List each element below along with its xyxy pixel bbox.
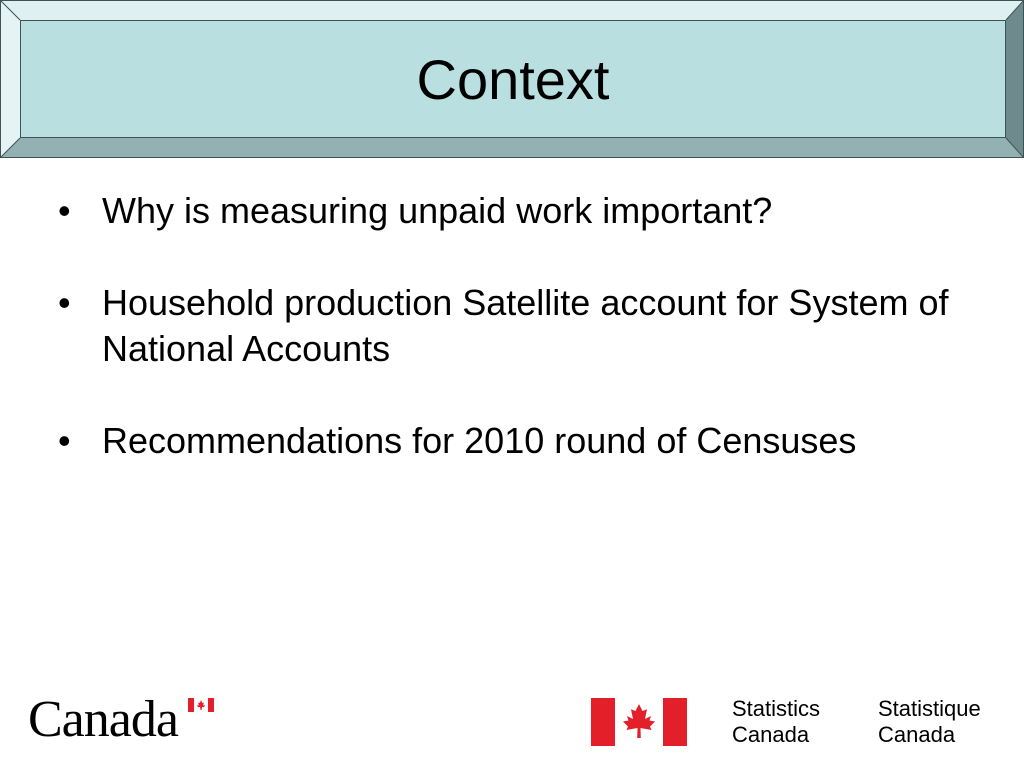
canada-flag-icon: [591, 698, 687, 746]
bullet-list: [58, 188, 988, 510]
canada-wordmark-logo: [28, 690, 228, 750]
bullet-item: [58, 188, 988, 234]
signature-fr-line2: Canada: [878, 722, 956, 747]
signature-en-line2: Canada: [732, 722, 810, 747]
bullet-text: Why is measuring unpaid work important?: [102, 190, 773, 231]
bullet-text: Household production Satellite account for System of National Accounts: [102, 282, 949, 369]
signature-english: [732, 696, 820, 748]
signature-fr-line1: Statistique: [878, 696, 981, 721]
bullet-dot-icon: •: [58, 282, 71, 323]
signature-french: [878, 696, 981, 748]
bullet-item: [58, 418, 988, 464]
bullet-dot-icon: •: [58, 190, 71, 231]
bullet-text: Recommendations for 2010 round of Censuses: [102, 420, 857, 461]
wordmark-flag-icon: [188, 698, 214, 712]
wordmark-text: Canada: [28, 691, 178, 748]
signature-en-line1: Statistics: [732, 696, 821, 721]
slide-title: Context: [416, 47, 610, 111]
bullet-dot-icon: •: [58, 420, 71, 461]
bullet-item: [58, 280, 988, 372]
title-banner: [0, 0, 1024, 158]
